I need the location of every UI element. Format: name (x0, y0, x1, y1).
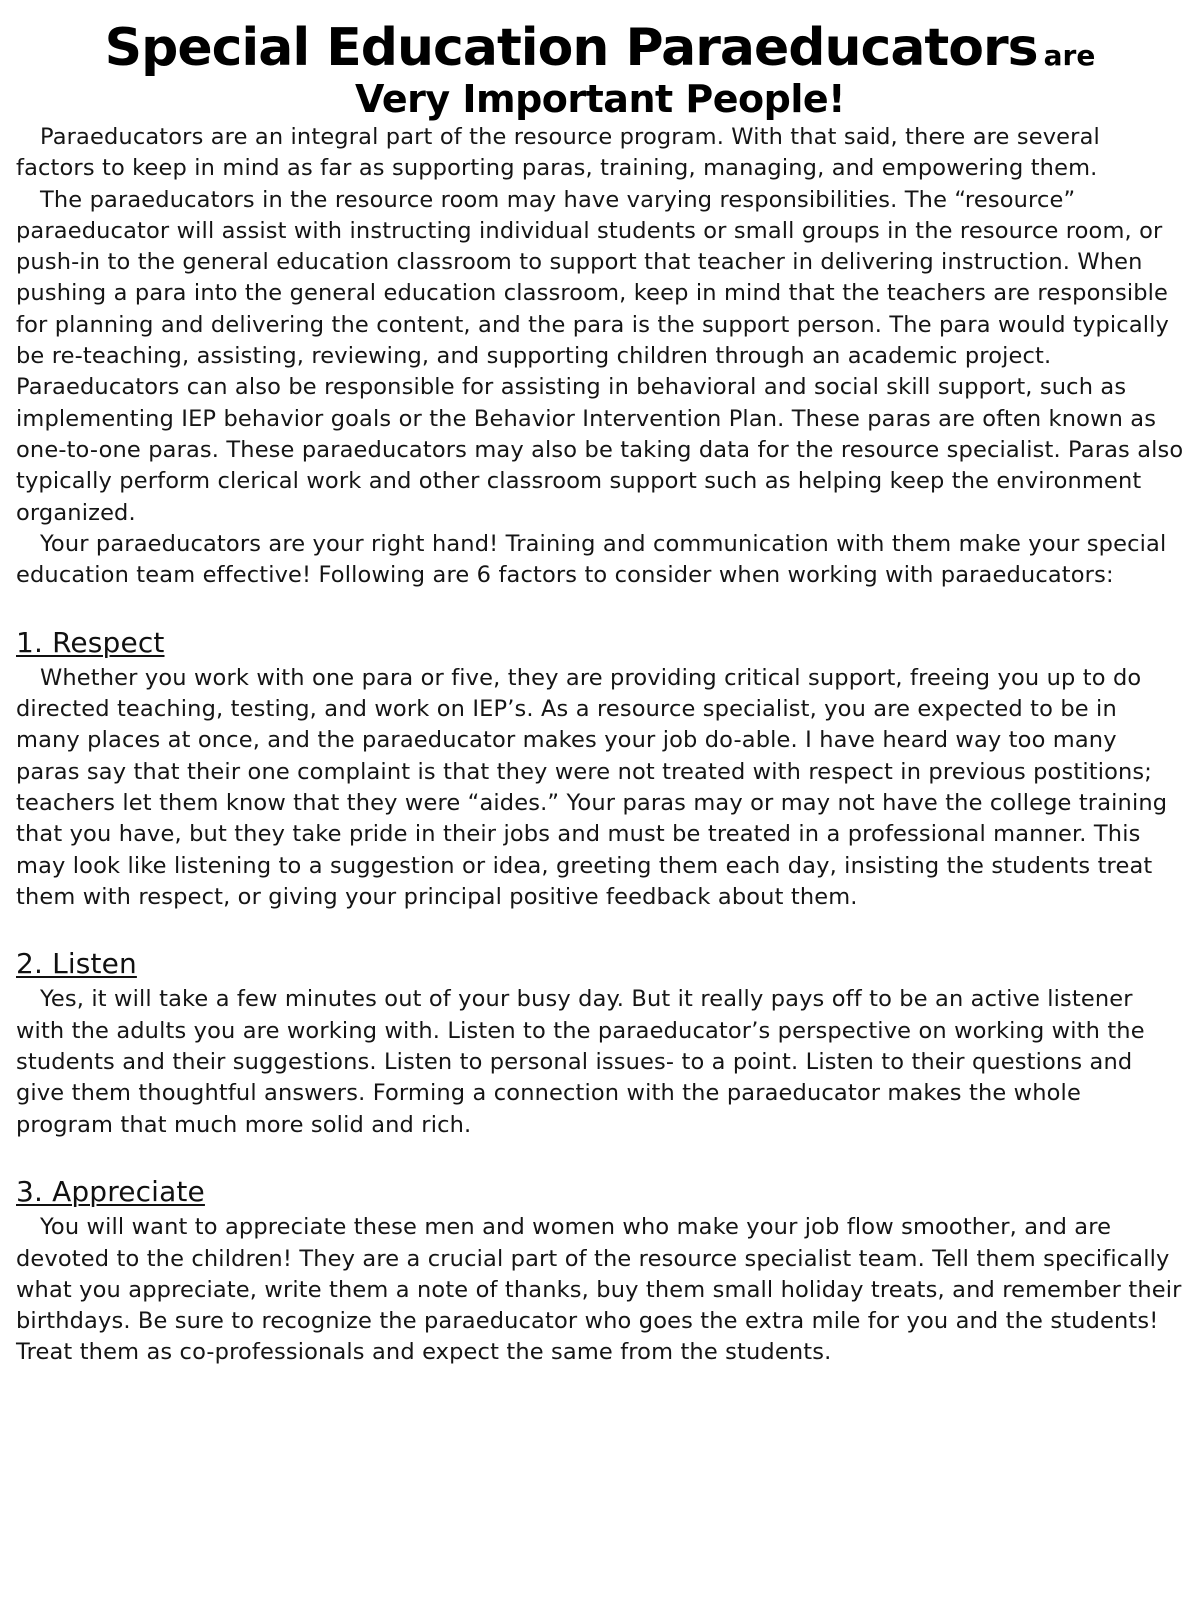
section-text-listen: Yes, it will take a few minutes out of your busy day. But it really pays off to be an active listener with the adults you are working with. Listen to the paraeducator’s perspective on working with the students and their suggestions. Listen to personal issues- to a point. Listen to their questions and give them thoughtful answers. Forming a connection with the paraeducator makes the whole program that much more solid and rich. (16, 986, 1145, 1138)
section-heading-appreciate: 3. Appreciate (16, 1175, 205, 1209)
spacer (16, 591, 1184, 622)
spacer (16, 913, 1184, 944)
intro-paragraph-1: Paraeducators are an integral part of the resource program. With that said, there are several factors to keep in mind as far as supporting paras, training, managing, and empowering them. (16, 124, 1100, 182)
section-heading-respect: 1. Respect (16, 625, 165, 659)
intro-paragraph-3: Your paraeducators are your right hand! Training and communication with them make your special education team effective! Following are 6 factors to consider when working with paraeducators: (16, 530, 1167, 589)
title-line-1 (16, 18, 1184, 78)
intro-paragraph-2: The paraeducators in the resource room may have varying responsibilities. The “resource” paraeducator will assist with instructing individual students or small groups in the resource room, or push-in to the general education classroom to support that teacher in delivering instruction. When pushing a para into the general education classroom, keep in mind that the teachers are responsible for planning and delivering the content, and the para is the support person. The para would typically be re-teaching, assisting, reviewing, and supporting children through an academic project. Paraeducators can also be responsible for assisting in behavioral and social skill support, such as implementing IEP behavior goals or the Behavior Intervention Plan. These paras are often known as one-to-one paras. These paraeducators may also be taking data for the resource specialist. Paras also typically perform clerical work and other classroom support such as helping keep the environment organized. (16, 186, 1184, 526)
page-title (16, 18, 1184, 121)
section-text-appreciate: You will want to appreciate these men and women who make your job flow smoother, and are devoted to the children! They are a crucial part of the resource specialist team. Tell them specifically what you appreciate, write them a note of thanks, buy them small holiday treats, and remember their birthdays. Be sure to recognize the paraeducator who goes the extra mile for you and the students! Treat them as co-professionals and expect the same from the students. (16, 1214, 1182, 1366)
section-text-respect: Whether you work with one para or five, they are providing critical support, freeing you up to do directed teaching, testing, and work on IEP’s. As a resource specialist, you are expected to be in many places at once, and the paraeducator makes your job do-able. I have heard way too many paras say that their one complaint is that they were not treated with respect in previous postitions; teachers let them know that they were “aides.” Your paras may or may not have the college training that you have, but they take pride in their jobs and must be treated in a professional manner. This may look like listening to a suggestion or idea, greeting them each day, insisting the students treat them with respect, or giving your principal positive feedback about them. (16, 664, 1168, 910)
title-main: Special Education Paraeducators (104, 18, 1038, 78)
spacer (16, 1141, 1184, 1172)
title-line-2: Very Important People! (355, 77, 845, 121)
document-body (16, 122, 1184, 1369)
section-heading-listen: 2. Listen (16, 947, 137, 981)
title-small-word: are (1043, 39, 1096, 72)
